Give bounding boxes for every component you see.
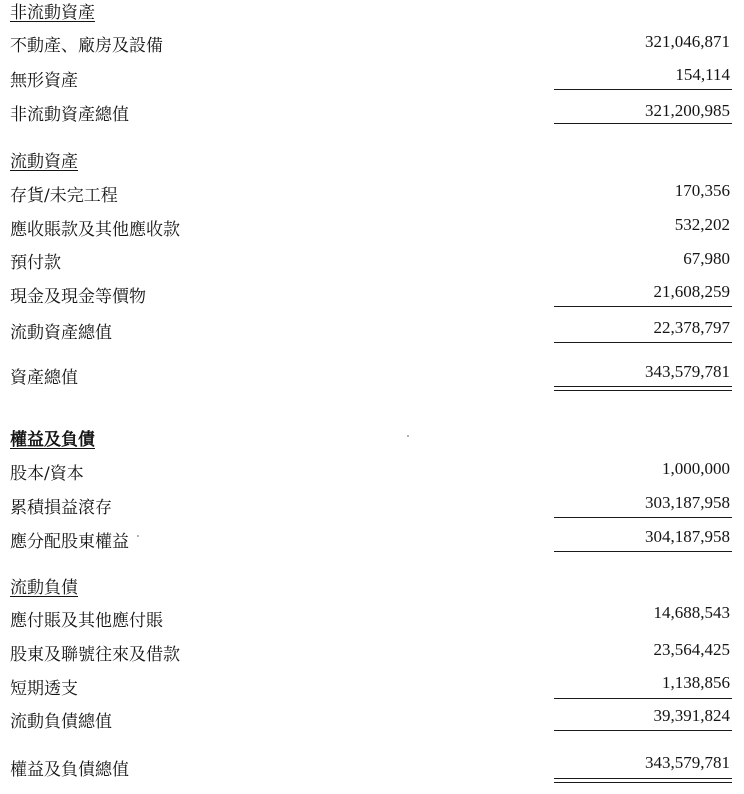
row-value: 67,980 — [683, 249, 730, 268]
row-label: 不動產、廠房及設備 — [10, 36, 163, 56]
row-receivables — [0, 216, 744, 246]
row-value: 21,608,259 — [653, 282, 730, 301]
total-rule — [554, 551, 732, 552]
subtotal-rule — [554, 517, 732, 518]
row-label: 存貨/未完工程 — [10, 186, 118, 206]
row-label: 應分配股東權益 — [10, 532, 129, 552]
row-value: 23,564,425 — [653, 640, 730, 659]
heading-text: 權益及負債 — [10, 430, 95, 450]
row-cash-equivalents — [0, 284, 744, 314]
row-label: 短期透支 — [10, 679, 78, 699]
heading-text: 流動資產 — [10, 152, 78, 172]
row-value: 170,356 — [674, 181, 730, 200]
row-value: 343,579,781 — [645, 362, 730, 381]
row-label: 流動資產總值 — [10, 323, 112, 343]
row-label: 權益及負債總值 — [10, 760, 129, 780]
row-value: 321,046,871 — [645, 32, 730, 51]
row-label: 累積損益滾存 — [10, 498, 112, 518]
row-property-plant-equipment — [0, 32, 744, 62]
row-label: 應收賬款及其他應收款 — [10, 220, 180, 240]
heading-text: 非流動資產 — [10, 3, 95, 23]
row-current-liabilities-total — [0, 706, 744, 740]
row-share-capital — [0, 461, 744, 491]
row-payables — [0, 603, 744, 638]
row-value: 39,391,824 — [653, 706, 730, 725]
row-label: 股本/資本 — [10, 464, 84, 484]
row-label: 無形資產 — [10, 71, 78, 91]
row-prepayments — [0, 250, 744, 280]
grand-total-double-rule — [554, 386, 732, 391]
subtotal-rule — [554, 306, 732, 307]
row-value: 1,138,856 — [662, 673, 730, 692]
heading-text: 流動負債 — [10, 578, 78, 598]
section-heading-equity-liabilities — [0, 428, 744, 458]
row-label: 股東及聯號往來及借款 — [10, 645, 180, 665]
row-non-current-assets-total — [0, 101, 744, 131]
scan-speck — [137, 535, 139, 537]
row-value: 14,688,543 — [653, 603, 730, 622]
row-label: 現金及現金等價物 — [10, 287, 146, 307]
row-label: 應付賬及其他應付賬 — [10, 611, 163, 631]
row-label: 流動負債總值 — [10, 712, 112, 732]
row-current-assets-total — [0, 319, 744, 349]
row-label: 預付款 — [10, 253, 61, 273]
total-rule — [554, 730, 732, 731]
row-retained-earnings — [0, 495, 744, 525]
row-shareholders-equity — [0, 529, 744, 559]
row-value: 303,187,958 — [645, 493, 730, 512]
row-inventory-wip — [0, 182, 744, 212]
row-shareholder-loans — [0, 640, 744, 673]
row-value: 321,200,985 — [645, 101, 730, 120]
subtotal-rule — [554, 698, 732, 699]
row-short-term-overdraft — [0, 673, 744, 707]
row-intangible-assets — [0, 67, 744, 97]
row-value: 304,187,958 — [645, 527, 730, 546]
total-rule — [554, 123, 732, 124]
scan-speck — [407, 435, 409, 437]
row-value: 154,114 — [675, 65, 730, 84]
row-label: 非流動資產總值 — [10, 105, 129, 125]
row-value: 532,202 — [674, 215, 730, 234]
row-label: 資產總值 — [10, 368, 78, 388]
row-value: 343,579,781 — [645, 753, 730, 772]
subtotal-rule — [554, 89, 732, 90]
total-rule — [554, 342, 732, 343]
row-value: 22,378,797 — [653, 318, 730, 337]
section-heading-non-current-assets — [0, 0, 744, 30]
section-heading-current-liabilities — [0, 575, 744, 605]
row-value: 1,000,000 — [662, 459, 730, 478]
section-heading-current-assets — [0, 150, 744, 180]
grand-total-double-rule — [554, 778, 732, 783]
